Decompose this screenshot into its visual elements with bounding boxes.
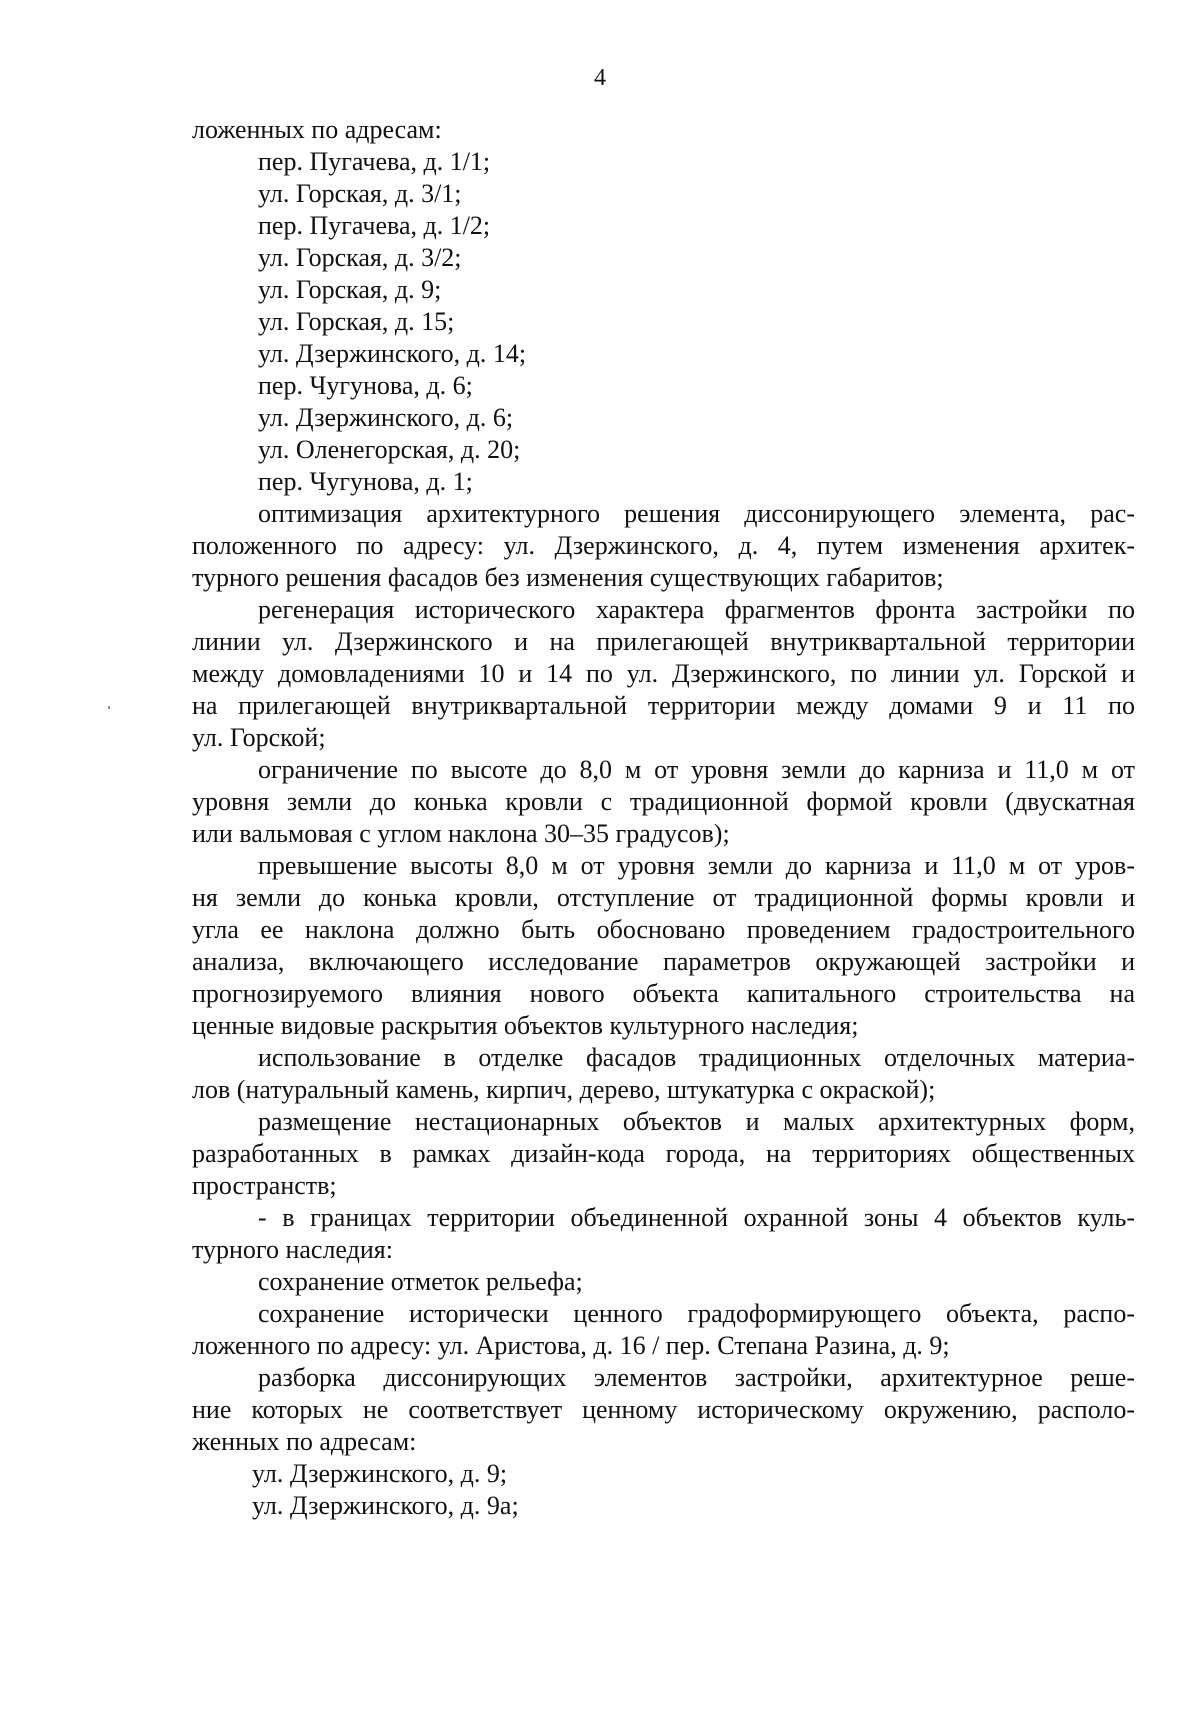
- document-body: [192, 114, 1135, 1522]
- text-line: положенного по адресу: ул. Дзержинского, д. 4, путем изменения архитек-: [192, 531, 1135, 560]
- text-line: оптимизация архитектурного решения диссонирующего элемента, рас-: [258, 499, 1135, 528]
- text-line: сохранение отметок рельефа;: [258, 1267, 583, 1296]
- text-line: ул. Горская, д. 15;: [258, 307, 455, 336]
- text-line: ул. Дзержинского, д. 9а;: [252, 1491, 519, 1520]
- text-line: разработанных в рамках дизайн-кода города, на территориях общественных: [192, 1139, 1135, 1168]
- text-line: ул. Оленегорская, д. 20;: [258, 435, 521, 464]
- text-line: женных по адресам:: [192, 1427, 417, 1456]
- text-line: линии ул. Дзержинского и на прилегающей внутриквартальной территории: [192, 627, 1135, 656]
- text-line: использование в отделке фасадов традиционных отделочных материа-: [258, 1043, 1135, 1072]
- text-line: анализа, включающего исследование параметров окружающей застройки и: [192, 947, 1135, 976]
- text-line: ложенного по адресу: ул. Аристова, д. 16 / пер. Степана Разина, д. 9;: [192, 1331, 950, 1360]
- scan-speck: [108, 706, 110, 709]
- text-line: лов (натуральный камень, кирпич, дерево, штукатурка с окраской);: [192, 1075, 936, 1104]
- text-line: ул. Горская, д. 9;: [258, 275, 442, 304]
- text-line: ул. Дзержинского, д. 6;: [258, 403, 514, 432]
- text-line: разборка диссонирующих элементов застройки, архитектурное реше-: [258, 1363, 1135, 1392]
- page-number: 4: [594, 65, 606, 91]
- text-line: ограничение по высоте до 8,0 м от уровня земли до карниза и 11,0 м от: [258, 755, 1135, 784]
- text-line: размещение нестационарных объектов и малых архитектурных форм,: [258, 1107, 1135, 1136]
- text-line: уровня земли до конька кровли с традиционной формой кровли (двускатная: [192, 787, 1135, 816]
- text-line: пер. Пугачева, д. 1/2;: [258, 211, 491, 240]
- text-line: сохранение исторически ценного градоформирующего объекта, распо-: [258, 1299, 1135, 1328]
- text-line: ложенных по адресам:: [192, 115, 442, 144]
- text-line: ня земли до конька кровли, отступление от традиционной формы кровли и: [192, 883, 1135, 912]
- text-line: на прилегающей внутриквартальной территории между домами 9 и 11 по: [192, 691, 1135, 720]
- text-line: турного решения фасадов без изменения существующих габаритов;: [192, 563, 944, 592]
- text-line: ние которых не соответствует ценному историческому окружению, располо-: [192, 1395, 1135, 1424]
- text-line: ул. Горская, д. 3/2;: [258, 243, 462, 272]
- text-line: пер. Чугунова, д. 1;: [258, 467, 473, 496]
- text-line: ул. Дзержинского, д. 9;: [252, 1459, 508, 1488]
- text-line: пер. Пугачева, д. 1/1;: [258, 147, 491, 176]
- text-line: между домовладениями 10 и 14 по ул. Дзержинского, по линии ул. Горской и: [192, 659, 1135, 688]
- text-line: или вальмовая с углом наклона 30–35 градусов);: [192, 819, 730, 848]
- text-line: ценные видовые раскрытия объектов культурного наследия;: [192, 1011, 859, 1040]
- text-line: пер. Чугунова, д. 6;: [258, 371, 473, 400]
- text-line: - в границах территории объединенной охранной зоны 4 объектов куль-: [258, 1203, 1135, 1232]
- text-line: ул. Горской;: [192, 723, 326, 752]
- text-line: превышение высоты 8,0 м от уровня земли до карниза и 11,0 м от уров-: [258, 851, 1135, 880]
- text-line: ул. Дзержинского, д. 14;: [258, 339, 527, 368]
- text-line: регенерация исторического характера фрагментов фронта застройки по: [258, 595, 1135, 624]
- text-line: прогнозируемого влияния нового объекта капитального строительства на: [192, 979, 1135, 1008]
- text-line: угла ее наклона должно быть обосновано проведением градостроительного: [192, 915, 1135, 944]
- text-line: ул. Горская, д. 3/1;: [258, 179, 462, 208]
- text-line: турного наследия:: [192, 1235, 393, 1264]
- text-line: пространств;: [192, 1171, 337, 1200]
